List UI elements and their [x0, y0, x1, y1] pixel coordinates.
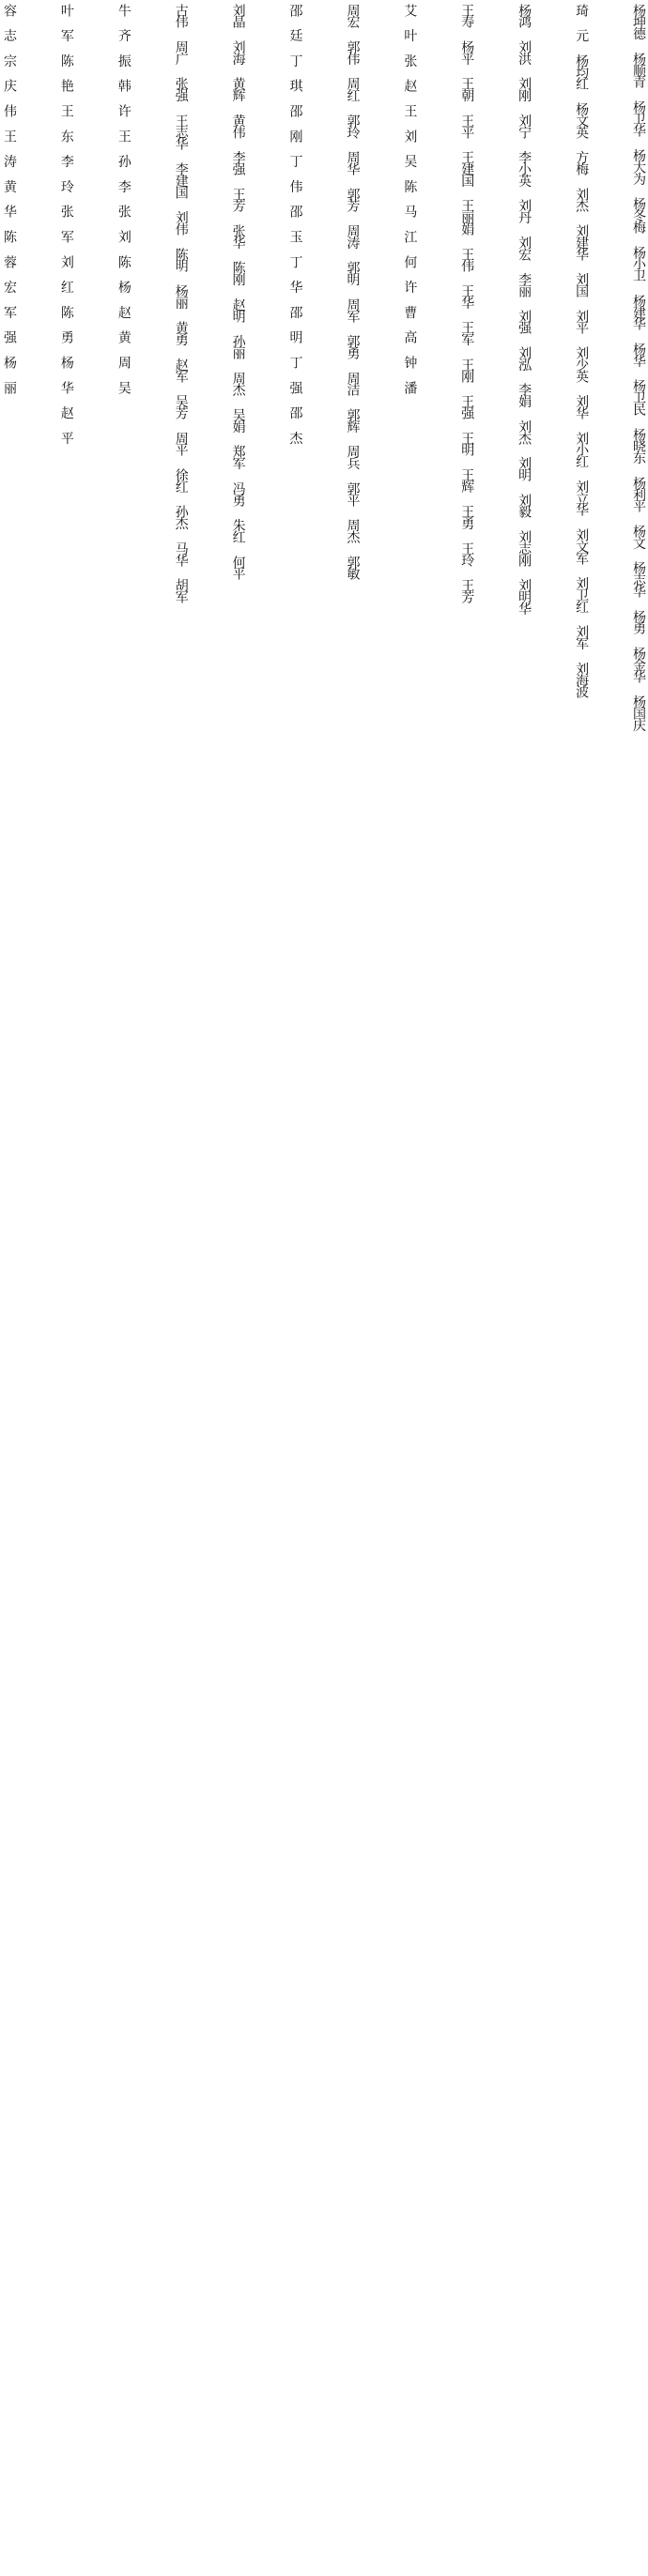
name-column: 牛 齐 振 韩 许 王 孙 李 张 刘 陈 杨 赵 黄 周 吴	[116, 4, 131, 393]
name-column: 古伟 周广 张强 王志华 李建国 刘伟 陈明 杨丽 黄勇 赵军 吴芳 周平 徐红 孙杰 马华 胡军	[173, 4, 189, 602]
name-column: 叶 军 陈 艳 王 东 李 玲 张 军 刘 红 陈 勇 杨 华 赵 平	[58, 4, 74, 444]
name-column: 王寿 杨平 王朝 王平 王建国 王丽娟 王伟 王华 王军 王刚 王强 王明 王辉 王勇 王玲 王芳	[459, 4, 475, 602]
name-column: 容 志 宗 庆 伟 王 涛 黄 华 陈 蓉 宏 军 强 杨 丽	[2, 4, 17, 393]
name-column: 杨坤德 杨顺青 杨卫华 杨大为 杨冬梅 杨小卫 杨建华 杨华 杨卫民 杨晓东 杨利平 杨文 杨志华 杨勇 杨金华 杨国庆	[630, 4, 646, 731]
name-column: 艾 叶 张 赵 王 刘 吴 陈 马 江 何 许 曹 高 钟 潘	[402, 4, 418, 393]
name-column: 杨鸿 刘洪 刘刚 刘宁 李小英 刘丹 刘宏 李丽 刘强 刘泓 李娟 刘杰 刘明 刘毅 刘志刚 刘明华	[517, 4, 532, 615]
name-column: 邵 廷 丁 琪 邵 刚 丁 伟 邵 玉 丁 华 邵 明 丁 强 邵 杰	[287, 4, 303, 444]
name-column: 刘晶 刘海 黄辉 黄伟 李强 王芳 张华 陈刚 赵明 孙丽 周杰 吴娟 郑军 冯勇 朱红 何平	[230, 4, 246, 579]
name-column: 周宏 郭伟 周红 郭玲 周华 郭芳 周涛 郭明 周军 郭勇 周洁 郭辉 周兵 郭平 周杰 郭敏	[345, 4, 361, 579]
name-column: 琦 元 杨均红 杨文英 方梅 刘杰 刘建华 刘国 刘平 刘少英 刘华 刘小红 刘立华 刘文军 刘卫红 刘军 刘海波	[574, 4, 590, 697]
